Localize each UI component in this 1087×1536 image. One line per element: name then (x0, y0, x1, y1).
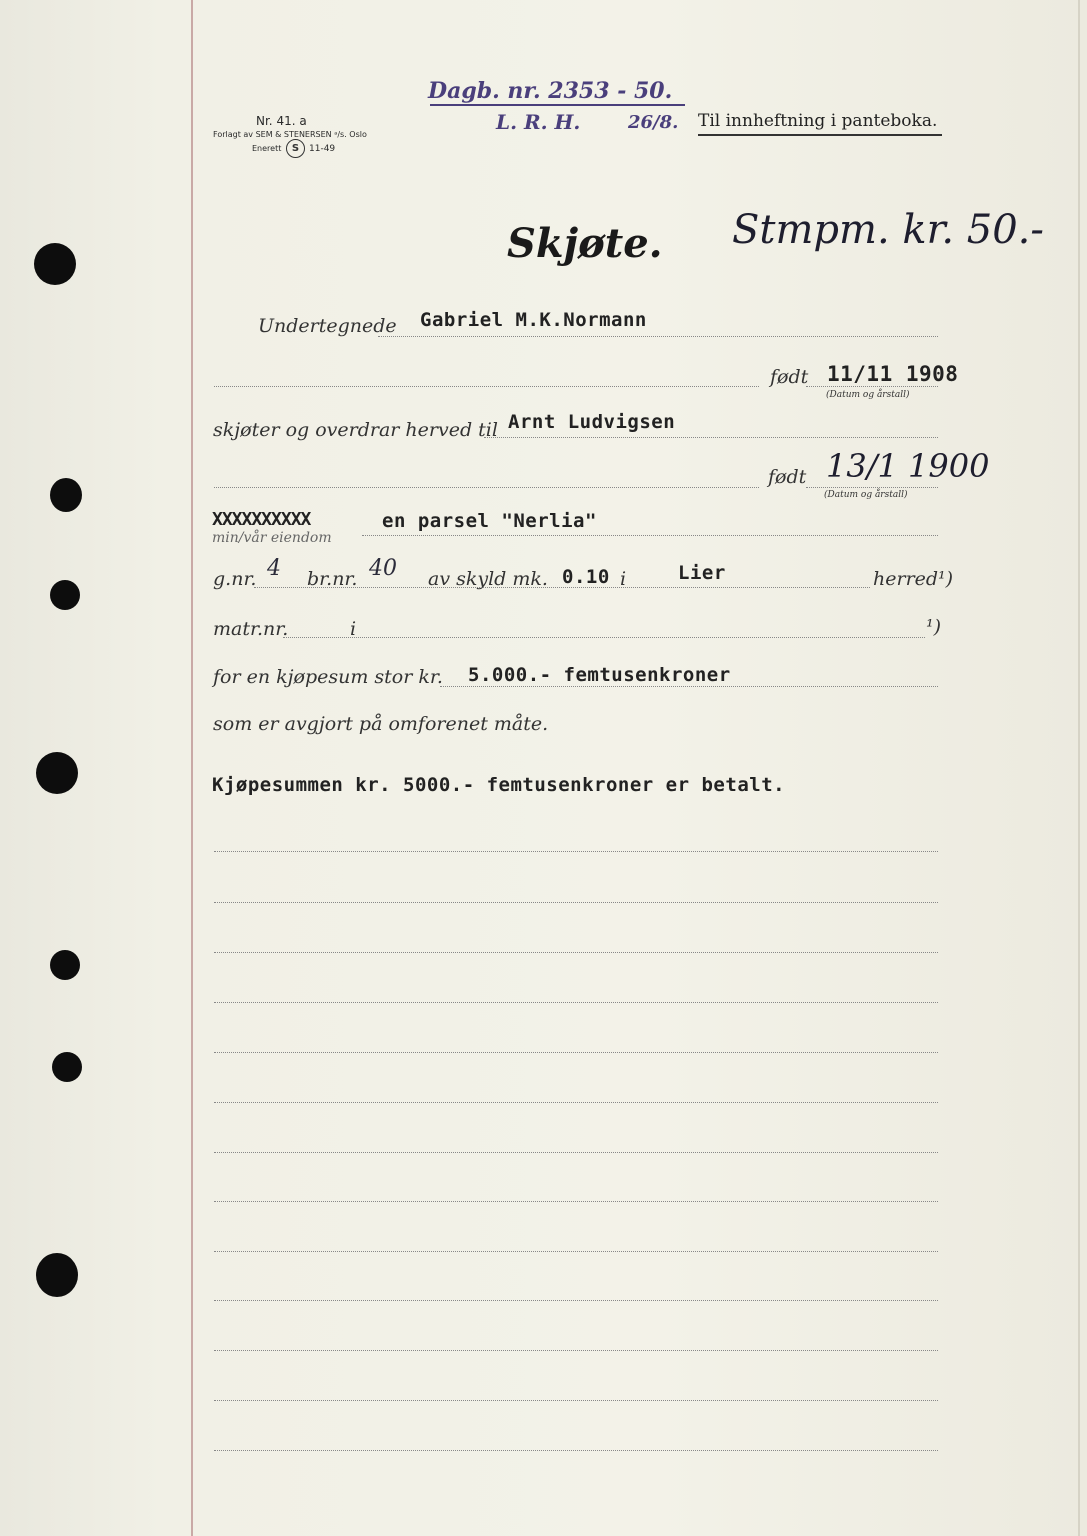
punch-hole (52, 1052, 82, 1082)
seller-date-caption: (Datum og årstall) (826, 390, 910, 400)
edition-label: 11-49 (309, 144, 336, 154)
settled-text: som er avgjort på omforenet måte. (213, 713, 549, 735)
property-description: en parsel "Nerlia" (382, 510, 597, 532)
initials-stamp: L. R. H. (496, 110, 581, 134)
blank-line (214, 952, 938, 953)
publisher-line: Forlagt av SEM & STENERSEN ᵃ/s. Oslo (213, 130, 367, 139)
publisher-logo: S (286, 139, 305, 158)
seller-born-line (806, 386, 938, 387)
punch-hole (50, 950, 80, 980)
price-line (440, 686, 938, 687)
matr-end-note: ¹) (926, 616, 942, 638)
punch-hole (36, 752, 78, 794)
buyer-born-date: 13/1 1900 (826, 447, 990, 485)
gnr-line (254, 587, 870, 588)
brnr-label: br.nr. (307, 568, 358, 590)
matr-i-label: i (350, 618, 357, 640)
buyer-born-line (806, 487, 938, 488)
punch-hole (50, 478, 82, 512)
punch-hole (34, 243, 76, 285)
seller-name: Gabriel M.K.Normann (420, 309, 647, 331)
punch-hole (50, 580, 80, 610)
buyer-line (484, 437, 938, 438)
matr-line (283, 637, 925, 638)
brnr-value: 40 (369, 556, 397, 581)
buyer-date-caption: (Datum og årstall) (824, 490, 908, 500)
stamp-fee-note: Stmpm. kr. 50.- (732, 207, 1044, 253)
skyld-label: av skyld mk. (428, 568, 548, 590)
blank-line (214, 1152, 938, 1153)
blank-line (214, 1450, 938, 1451)
blank-line (214, 1300, 938, 1301)
skyld-value: 0.10 (562, 566, 610, 588)
punch-hole (36, 1253, 78, 1297)
property-line (362, 535, 938, 536)
transfer-label: skjøter og overdrar herved til (213, 419, 498, 441)
gnr-value: 4 (267, 556, 281, 581)
blank-line (214, 1201, 938, 1202)
rights-label: Enerett (252, 144, 282, 153)
property-struck-label: min/vår eiendom (212, 530, 332, 546)
document-title: Skjøte. (507, 220, 663, 267)
seller-born-label: født (770, 366, 809, 388)
blank-line (214, 1102, 938, 1103)
blank-line (214, 902, 938, 903)
blank-line (214, 851, 938, 852)
seller-extra-line (214, 386, 759, 387)
skyld-i-label: i (620, 568, 627, 590)
paid-statement: Kjøpesummen kr. 5000.- femtusenkroner er betalt. (212, 774, 786, 796)
blank-line (214, 1350, 938, 1351)
seller-born-date: 11/11 1908 (827, 362, 959, 386)
undertegnede-label: Undertegnede (258, 315, 397, 337)
buyer-born-label: født (768, 466, 807, 488)
diary-number-stamp: Dagb. nr. 2353 - 50. (428, 78, 673, 104)
buyer-name: Arnt Ludvigsen (508, 411, 676, 433)
blank-line (214, 1400, 938, 1401)
price-label: for en kjøpesum stor kr. (213, 666, 443, 688)
herred-label: herred¹) (873, 568, 954, 590)
stamp-underline (430, 104, 685, 106)
seller-line (378, 336, 938, 337)
buyer-extra-line (214, 487, 759, 488)
blank-line (214, 1002, 938, 1003)
matr-label: matr.nr. (213, 618, 289, 640)
instruction-underline (698, 134, 942, 136)
property-struck-out: XXXXXXXXXX (212, 509, 311, 530)
gnr-label: g.nr. (213, 568, 257, 590)
page-edge (1078, 0, 1080, 1536)
form-number: Nr. 41. a (256, 114, 307, 128)
blank-line (214, 1052, 938, 1053)
margin-rule (191, 0, 193, 1536)
instruction-text: Til innheftning i panteboka. (698, 111, 938, 131)
blank-line (214, 1251, 938, 1252)
municipality-value: Lier (678, 562, 726, 584)
stamp-date: 26/8. (628, 112, 679, 133)
price-value: 5.000.- femtusenkroner (468, 664, 731, 686)
